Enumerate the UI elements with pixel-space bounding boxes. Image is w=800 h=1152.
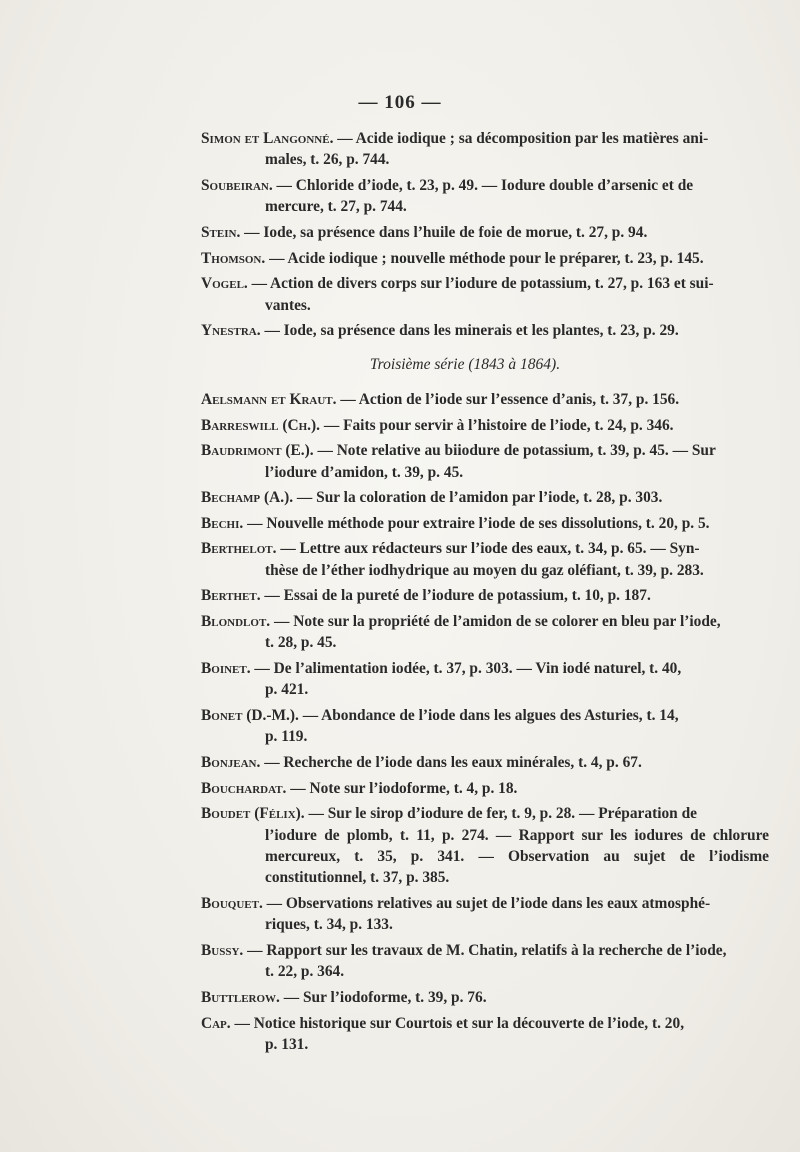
bibliography-entry (201, 273, 769, 316)
bibliography-entry (201, 222, 769, 243)
author-name: Berthelot. (201, 540, 277, 558)
author-name: Simon et Langonné. (201, 130, 334, 147)
bibliography-entry (201, 940, 769, 983)
entry-text: — Action de l’iode sur l’essence d’anis, t. 37, p. 156. (336, 391, 680, 408)
entry-first-line (201, 778, 769, 799)
entry-first-line (201, 415, 769, 436)
entry-first-line (201, 893, 769, 914)
bibliography-entry (201, 128, 769, 171)
entry-continuation: mercure, t. 27, p. 744. (265, 198, 407, 216)
entry-continuation: p. 131. (265, 1035, 309, 1053)
author-name: Bussy. (201, 941, 244, 959)
entry-text: — Note sur l’iodoforme, t. 4, p. 18. (286, 779, 518, 797)
entries-second-series (201, 128, 769, 342)
entry-text: — Essai de la pureté de l’iodure de potassium, t. 10, p. 187. (260, 587, 651, 605)
bibliography-entry (201, 585, 769, 606)
entry-text: — Abondance de l’iode dans les algues des Asturies, t. 14, (298, 706, 679, 724)
bibliography-entry (201, 320, 769, 341)
author-name: Ynestra. (201, 322, 261, 340)
entry-first-line (201, 611, 769, 632)
author-name: Bouquet. (201, 894, 263, 912)
author-name: Aelsmann et Kraut. (201, 391, 337, 408)
author-name: Berthet. (201, 587, 261, 605)
entry-first-line (201, 803, 769, 824)
entry-first-line (201, 585, 769, 606)
entry-continuation: males, t. 26, p. 744. (265, 151, 390, 169)
entry-continuation: p. 119. (265, 728, 308, 746)
entry-continuation: thèse de l’éther iodhydrique au moyen du gaz oléfiant, t. 39, p. 283. (265, 561, 704, 579)
bibliography-entry (201, 893, 769, 936)
entry-text: — Faits pour servir à l’histoire de l’iode, t. 24, p. 346. (319, 416, 674, 434)
bibliography-entry (201, 538, 769, 581)
entry-continuation: t. 28, p. 45. (265, 634, 337, 652)
entry-text: — Rapport sur les travaux de M. Chatin, relatifs à la recherche de l’iode, (243, 941, 727, 959)
bibliography-entry (201, 248, 769, 269)
entry-continuation: vantes. (265, 296, 311, 314)
entry-first-line (201, 487, 769, 508)
entry-text: — Recherche de l’iode dans les eaux minérales, t. 4, p. 67. (260, 753, 642, 771)
entry-first-line (201, 175, 769, 196)
page-number: — 106 — (358, 92, 442, 113)
bibliography-entry (201, 658, 769, 701)
bibliography-list (201, 128, 769, 1060)
entry-first-line (201, 222, 769, 243)
bibliography-entry (201, 778, 769, 799)
author-name: Bechi. (201, 514, 244, 532)
entry-text: — Observations relatives au sujet de l’iode dans les eaux atmosphé- (262, 894, 711, 912)
entry-text: — Nouvelle méthode pour extraire l’iode de ses dissolutions, t. 20, p. 5. (243, 514, 710, 532)
entry-first-line (201, 440, 769, 461)
entry-text: — De l’alimentation iodée, t. 37, p. 303. — Vin iodé naturel, t. 40, (250, 659, 682, 677)
entry-text: — Sur la coloration de l’amidon par l’iode, t. 28, p. 303. (293, 489, 663, 507)
entry-first-line (201, 1013, 769, 1034)
entry-first-line (201, 513, 769, 534)
entry-first-line (201, 940, 769, 961)
entry-text: — Acide iodique ; nouvelle méthode pour le préparer, t. 23, p. 145. (265, 249, 704, 267)
entry-continuation: l’iodure d’amidon, t. 39, p. 45. (265, 463, 464, 481)
author-name: Boudet (Félix). (201, 805, 305, 823)
entry-text: — Iode, sa présence dans l’huile de foie de morue, t. 27, p. 94. (240, 224, 648, 241)
entry-first-line (201, 538, 769, 559)
entry-first-line (201, 248, 769, 269)
entry-continuation: l’iodure de plomb, t. 11, p. 274. — Rapport sur les iodures de chlorure mercureux, t. 35, p. 341. — Observation au sujet de l’iodisme constitutionnel, t. 37, p. 385. (265, 826, 769, 887)
entry-text: — Iode, sa présence dans les minerais et les plantes, t. 23, p. 29. (260, 322, 679, 340)
entry-continuation: t. 22, p. 364. (265, 963, 345, 981)
entry-text: — Sur l’iodoforme, t. 39, p. 76. (279, 988, 487, 1006)
entry-first-line (201, 128, 769, 149)
entries-third-series (201, 389, 769, 1055)
bibliography-entry (201, 803, 769, 889)
entry-text: — Chloride d’iode, t. 23, p. 49. — Iodure double d’arsenic et de (272, 177, 694, 194)
bibliography-entry (201, 487, 769, 508)
entry-text: — Note sur la propriété de l’amidon de se colorer en bleu par l’iode, (270, 612, 721, 630)
section-heading: Troisième série (1843 à 1864). (369, 355, 561, 373)
entry-continuation: riques, t. 34, p. 133. (265, 916, 393, 934)
bibliography-entry (201, 175, 769, 218)
entry-first-line (201, 987, 769, 1008)
bibliography-entry (201, 705, 769, 748)
entry-first-line (201, 389, 769, 410)
bibliography-entry (201, 440, 769, 483)
bibliography-entry (201, 389, 769, 410)
author-name: Bonet (D.-M.). (201, 706, 299, 724)
bibliography-entry (201, 415, 769, 436)
author-name: Bouchardat. (201, 779, 287, 797)
entry-first-line (201, 705, 769, 726)
bibliography-entry (201, 1013, 769, 1056)
author-name: Blondlot. (201, 612, 271, 630)
entry-continuation: p. 421. (265, 681, 309, 699)
bibliography-entry (201, 752, 769, 773)
entry-text: — Action de divers corps sur l’iodure de potassium, t. 27, p. 163 et sui- (247, 275, 714, 293)
entry-text: — Lettre aux rédacteurs sur l’iode des eaux, t. 34, p. 65. — Syn- (276, 540, 700, 558)
entry-text: — Sur le sirop d’iodure de fer, t. 9, p. 28. — Préparation de (304, 805, 697, 823)
author-name: Baudrimont (E.). (201, 442, 314, 460)
author-name: Barreswill (Ch.). (201, 416, 320, 434)
author-name: Boinet. (201, 659, 251, 677)
entry-text: — Notice historique sur Courtois et sur la découverte de l’iode, t. 20, (230, 1014, 685, 1032)
entry-first-line (201, 658, 769, 679)
author-name: Vogel. (201, 275, 248, 293)
author-name: Cap. (201, 1014, 231, 1032)
entry-text: — Note relative au biiodure de potassium, t. 39, p. 45. — Sur (313, 442, 716, 460)
bibliography-entry (201, 513, 769, 534)
author-name: Buttlerow. (201, 988, 280, 1006)
entry-first-line (201, 273, 769, 294)
author-name: Soubeiran. (201, 177, 273, 194)
author-name: Thomson. (201, 249, 266, 267)
bibliography-entry (201, 987, 769, 1008)
entry-first-line (201, 752, 769, 773)
entry-first-line (201, 320, 769, 341)
bibliography-entry (201, 611, 769, 654)
author-name: Stein. (201, 224, 241, 241)
author-name: Bechamp (A.). (201, 489, 294, 507)
entry-text: — Acide iodique ; sa décomposition par les matières ani- (333, 130, 709, 147)
author-name: Bonjean. (201, 753, 261, 771)
